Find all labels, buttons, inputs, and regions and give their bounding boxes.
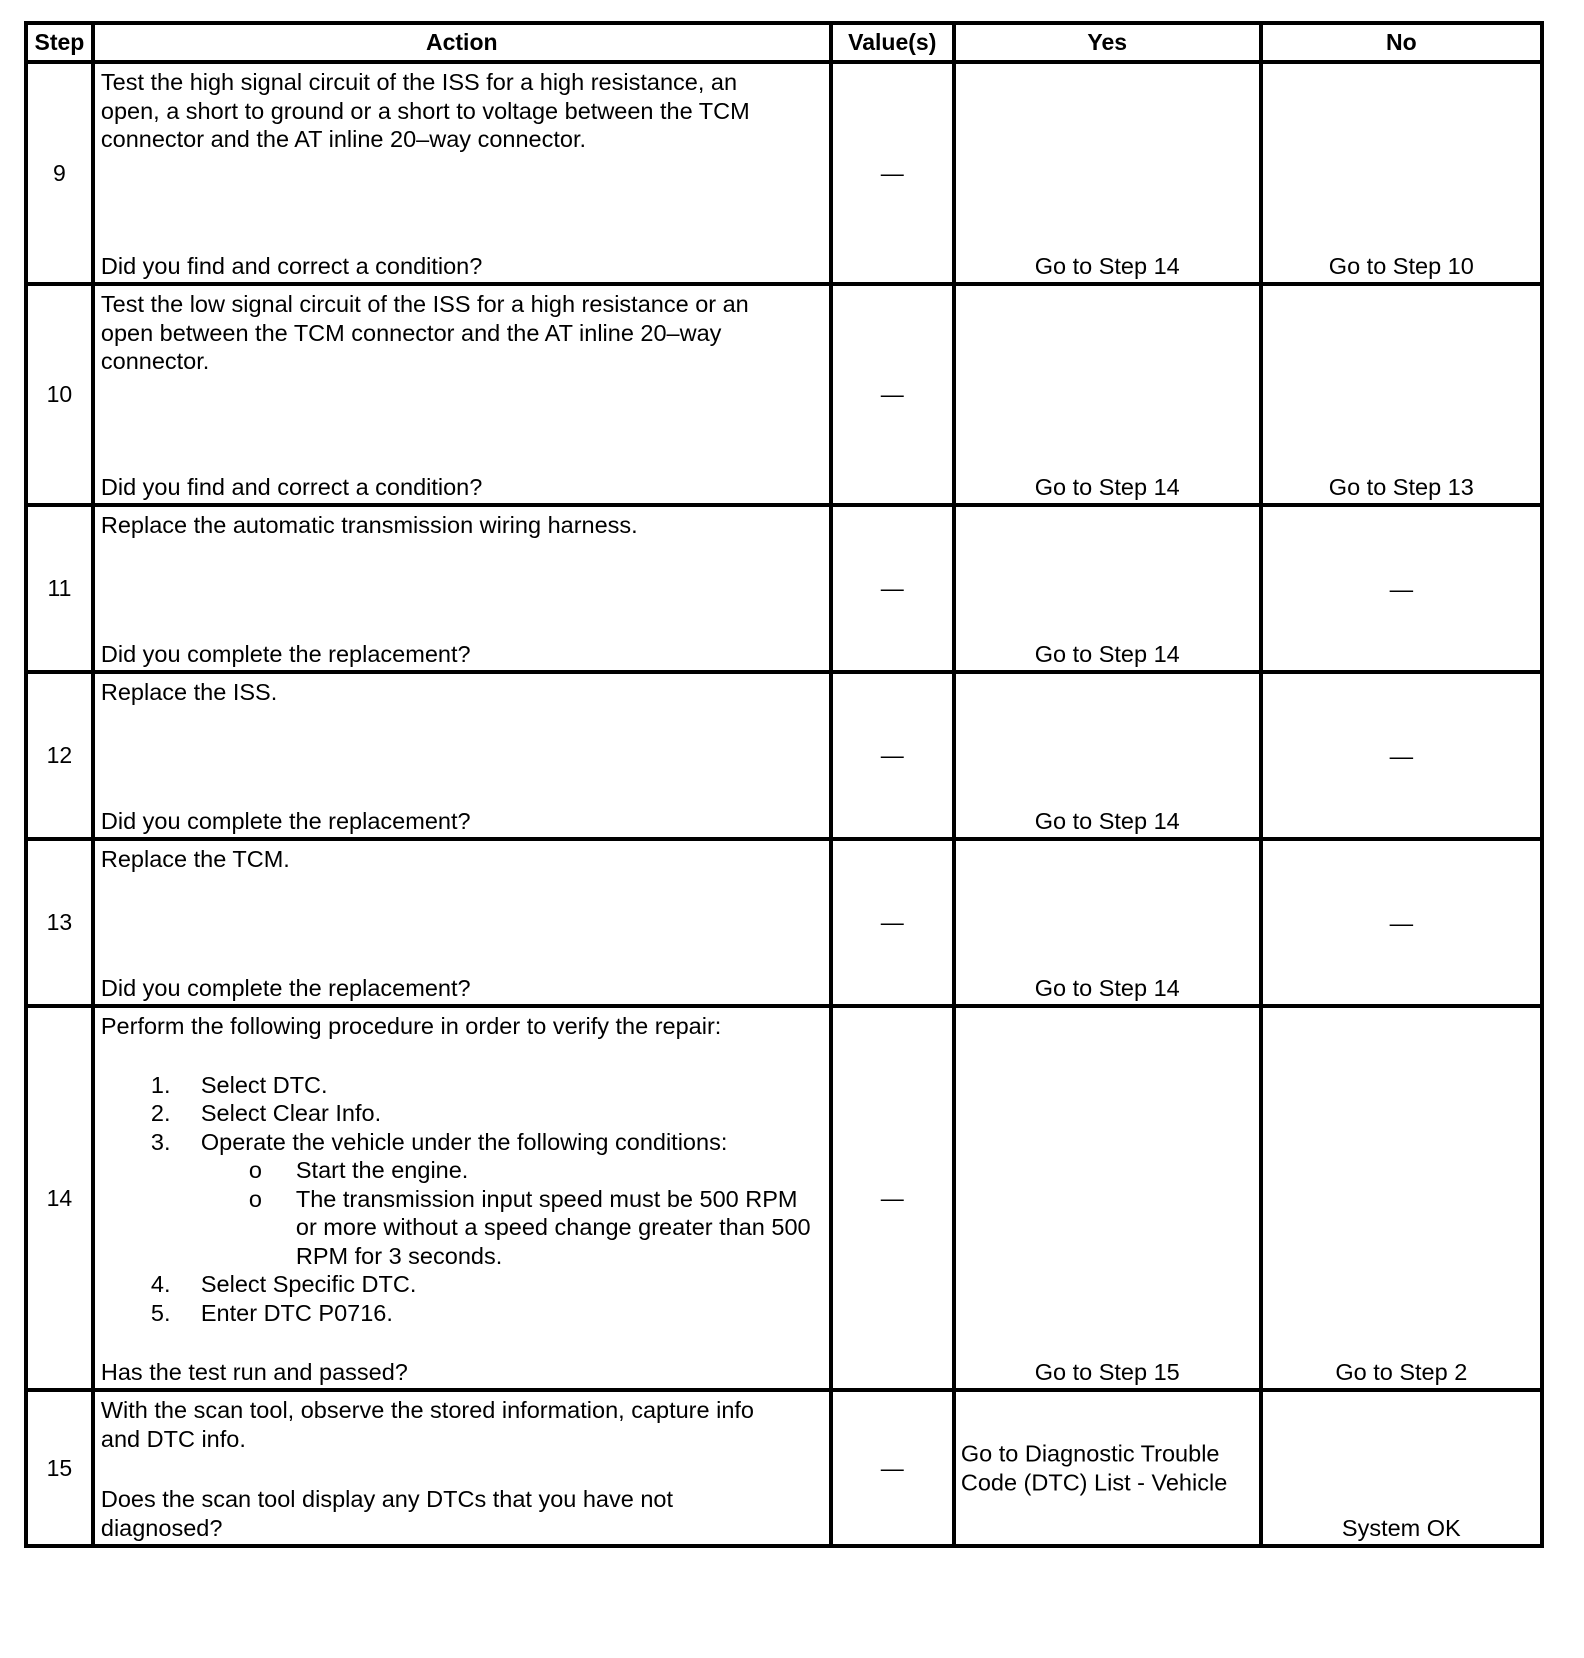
action-line: Replace the TCM. — [100, 846, 290, 872]
procedure-item: 5. Enter DTC P0716. — [150, 1299, 393, 1326]
header-action: Action — [93, 23, 831, 62]
header-yes: Yes — [954, 23, 1261, 62]
step-number: 12 — [26, 672, 93, 839]
table-row — [26, 284, 1542, 505]
step-number: 13 — [26, 839, 93, 1006]
action-line: Perform the following procedure in order to verify the repair: — [100, 1013, 722, 1039]
header-step: Step — [26, 23, 93, 62]
action-cell — [93, 672, 831, 839]
action-question: Does the scan tool display any DTCs that you have not diagnosed? — [100, 1486, 674, 1541]
action-question: Did you complete the replacement? — [100, 974, 471, 1001]
procedure-list — [101, 1071, 823, 1328]
sub-list — [101, 1156, 823, 1270]
action-line: With the scan tool, observe the stored information, capture info — [100, 1397, 754, 1423]
action-line: Replace the automatic transmission wiring harness. — [100, 512, 638, 538]
sub-item: o Start the engine. — [248, 1157, 469, 1183]
yes-cell — [954, 284, 1261, 505]
step-number: 14 — [26, 1006, 93, 1390]
value-cell: — — [831, 505, 954, 672]
action-line: Test the low signal circuit of the ISS for a high resistance or an — [100, 291, 749, 317]
no-cell — [1261, 1006, 1542, 1390]
step-number: 15 — [26, 1390, 93, 1546]
action-cell — [93, 505, 831, 672]
no-cell — [1261, 284, 1542, 505]
yes-result: Go to Step 14 — [1034, 974, 1180, 1001]
action-line: Replace the ISS. — [100, 679, 278, 705]
value-cell: — — [831, 62, 954, 284]
value-cell: — — [831, 1006, 954, 1390]
action-line: connector. — [100, 348, 210, 374]
step-number: 11 — [26, 505, 93, 672]
action-cell — [93, 284, 831, 505]
no-cell — [1261, 839, 1542, 1006]
no-cell — [1261, 62, 1542, 284]
action-question: Did you find and correct a condition? — [100, 252, 483, 279]
header-values: Value(s) — [831, 23, 954, 62]
value-cell: — — [831, 284, 954, 505]
step-number: 10 — [26, 284, 93, 505]
yes-result: Go to Step 14 — [1034, 807, 1180, 834]
no-cell — [1261, 1390, 1542, 1546]
step-number: 9 — [26, 62, 93, 284]
yes-result: Go to Step 14 — [1034, 252, 1180, 279]
action-question: Has the test run and passed? — [100, 1358, 408, 1385]
action-question: Did you complete the replacement? — [100, 640, 471, 667]
table-row — [26, 505, 1542, 672]
yes-cell — [954, 839, 1261, 1006]
sub-item: o The transmission input speed must be 500 RPM or more without a speed change greater than 500 RPM for 3 seconds. — [248, 1185, 811, 1269]
action-cell — [93, 1390, 831, 1546]
yes-result: Go to Step 15 — [1034, 1358, 1180, 1385]
no-cell — [1261, 672, 1542, 839]
no-result: Go to Step 2 — [1335, 1358, 1468, 1385]
yes-result: Go to Step 14 — [1034, 640, 1180, 667]
value-cell: — — [831, 672, 954, 839]
procedure-item: 1. Select DTC. — [150, 1071, 328, 1098]
table-row — [26, 839, 1542, 1006]
no-result: System OK — [1341, 1514, 1461, 1541]
no-result: — — [1389, 909, 1414, 936]
procedure-item: 3. Operate the vehicle under the following conditions: o Start the engine. o The transmission input speed must be 500 RPM or more without a speed change greater than 500 RPM for 3 seconds. — [101, 1128, 823, 1271]
action-line: open between the TCM connector and the AT inline 20–way — [100, 319, 722, 346]
action-line: and DTC info. — [100, 1425, 246, 1452]
yes-result: Go to Diagnostic Trouble Code (DTC) List - Vehicle — [960, 1440, 1228, 1495]
yes-result: Go to Step 14 — [1034, 473, 1180, 500]
action-cell — [93, 839, 831, 1006]
no-result: Go to Step 10 — [1328, 252, 1474, 279]
procedure-item: 4. Select Specific DTC. — [150, 1271, 417, 1297]
action-line: Test the high signal circuit of the ISS for a high resistance, an — [100, 69, 738, 95]
table-row — [26, 62, 1542, 284]
header-row — [26, 23, 1542, 62]
yes-cell — [954, 672, 1261, 839]
table-row — [26, 672, 1542, 839]
action-cell — [93, 62, 831, 284]
diagnostic-table — [24, 21, 1544, 1548]
action-line: open, a short to ground or a short to voltage between the TCM — [100, 97, 750, 124]
value-cell: — — [831, 1390, 954, 1546]
action-question: Did you complete the replacement? — [100, 807, 471, 834]
procedure-item: 2. Select Clear Info. — [150, 1100, 382, 1126]
action-question: Did you find and correct a condition? — [100, 473, 483, 500]
table-row — [26, 1390, 1542, 1546]
yes-cell — [954, 62, 1261, 284]
action-line: connector and the AT inline 20–way connector. — [100, 126, 586, 152]
header-no: No — [1261, 23, 1542, 62]
value-cell: — — [831, 839, 954, 1006]
no-result: — — [1389, 742, 1414, 769]
yes-cell — [954, 1006, 1261, 1390]
yes-cell — [954, 1390, 1261, 1546]
yes-cell — [954, 505, 1261, 672]
table-row — [26, 1006, 1542, 1390]
no-result: — — [1389, 575, 1414, 602]
no-result: Go to Step 13 — [1328, 473, 1474, 500]
action-cell — [93, 1006, 831, 1390]
no-cell — [1261, 505, 1542, 672]
